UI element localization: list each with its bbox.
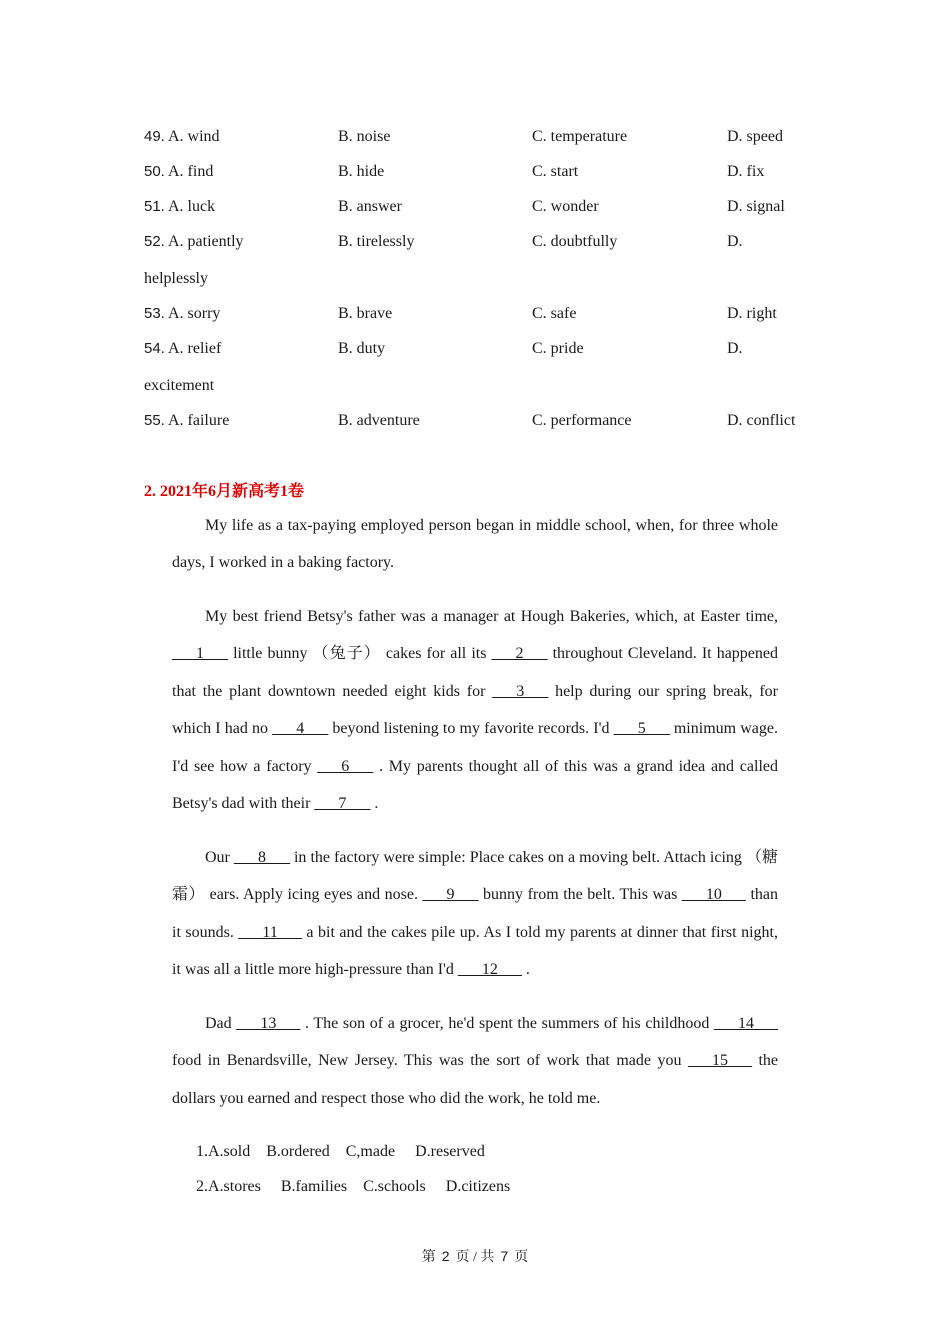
question-number: 55. bbox=[144, 412, 165, 429]
blank-15: ___15___ bbox=[687, 1052, 752, 1070]
passage-paragraph-4: Dad ___13___ . The son of a grocer, he'd spent the summers of his childhood ___14___ food in Benardsville, New Jersey. This was the sort of work that made you ___15___ the dollars you earned and respect those who did the work, he told me. bbox=[172, 1015, 779, 1107]
option-c: C. doubtfully bbox=[532, 233, 618, 250]
blank-2: ___2___ bbox=[491, 645, 548, 663]
option-d: D. signal bbox=[727, 198, 785, 215]
option-d-continuation: helplessly bbox=[144, 270, 208, 287]
question-number: 50. bbox=[144, 163, 165, 180]
option-b: B. duty bbox=[338, 340, 386, 357]
passage-paragraph-3: Our ___8___ in the factory were simple: Place cakes on a moving belt. Attach icing （糖霜） ears. Apply icing eyes and nose. ___9___ bunny from the belt. This was ___10___ than it sounds. ___11___ a bit and the cakes pile up. As I told my parents at dinner that first night, it was all a little more high-pressure than I'd ___12___ . bbox=[172, 849, 778, 979]
question-number: 51. bbox=[144, 198, 165, 215]
option-b: B. adventure bbox=[338, 412, 420, 429]
option-b: B. hide bbox=[338, 163, 385, 180]
option-row-51 bbox=[0, 195, 950, 219]
blank-5: ___5___ bbox=[613, 720, 670, 738]
blank-8: ___8___ bbox=[233, 849, 290, 866]
blank-13: ___13___ bbox=[236, 1015, 301, 1032]
blank-12: ___12___ bbox=[457, 961, 522, 979]
blank-7: ___7___ bbox=[314, 795, 371, 813]
total-pages: 7 bbox=[500, 1248, 509, 1264]
option-a: 53. A. sorry bbox=[144, 305, 221, 322]
blank-10: ___10___ bbox=[681, 886, 746, 904]
option-d: D. right bbox=[727, 305, 777, 322]
question-number: 49. bbox=[144, 128, 165, 145]
option-row-55 bbox=[0, 409, 950, 433]
option-a: 54. A. relief bbox=[144, 340, 222, 357]
blank-3: ___3___ bbox=[492, 682, 549, 700]
passage-paragraph-2: My best friend Betsy's father was a manager at Hough Bakeries, which, at Easter time, ___1___ little bunny （兔子） cakes for all its ___2___ throughout Cleveland. It happened that the plant downtown needed eight kids for ___3___ help during our spring break, for which I had no ___4___ beyond listening to my favorite records. I'd ___5___ minimum wage. I'd see how a factory ___6___ . My parents thought all of this was a grand idea and called Betsy's dad with their ___7___ . bbox=[172, 608, 779, 813]
page-number: 2 bbox=[441, 1248, 450, 1264]
choice-line-1: 1.A.sold B.ordered C,made D.reserved bbox=[196, 1143, 485, 1160]
option-b: B. answer bbox=[338, 198, 402, 215]
option-d: D. fix bbox=[727, 163, 765, 180]
option-b: B. noise bbox=[338, 128, 391, 145]
blank-11: ___11___ bbox=[238, 923, 302, 941]
option-a: 51. A. luck bbox=[144, 198, 216, 215]
question-number: 53. bbox=[144, 305, 165, 322]
option-a: 52. A. patiently bbox=[144, 233, 244, 250]
option-a: 50. A. find bbox=[144, 163, 214, 180]
option-d: D. bbox=[727, 340, 743, 357]
option-c: C. start bbox=[532, 163, 579, 180]
option-c: C. temperature bbox=[532, 128, 628, 145]
blank-14: ___14___ bbox=[714, 1015, 779, 1032]
passage-paragraph-1: My life as a tax-paying employed person began in middle school, when, for three whole days, I worked in a baking factory. bbox=[172, 517, 778, 572]
choice-line-2: 2.A.stores B.families C.schools D.citizens bbox=[196, 1178, 511, 1195]
option-row-52 bbox=[0, 230, 950, 254]
option-c: C. wonder bbox=[532, 198, 599, 215]
blank-1: ___1___ bbox=[172, 645, 228, 663]
option-b: B. brave bbox=[338, 305, 393, 322]
option-row-50 bbox=[0, 160, 950, 184]
question-number: 54. bbox=[144, 340, 165, 357]
option-d: D. bbox=[727, 233, 743, 250]
option-row-49 bbox=[0, 125, 950, 149]
option-c: C. pride bbox=[532, 340, 584, 357]
blank-9: ___9___ bbox=[422, 886, 479, 904]
option-a: 49. A. wind bbox=[144, 128, 220, 145]
page-footer: 第 2 页 / 共 7 页 bbox=[421, 1248, 529, 1265]
option-c: C. performance bbox=[532, 412, 632, 429]
question-number: 52. bbox=[144, 233, 165, 250]
option-d: D. speed bbox=[727, 128, 783, 145]
blank-4: ___4___ bbox=[272, 720, 329, 738]
section-title: 2. 2021年6月新高考1卷 bbox=[144, 483, 305, 500]
option-b: B. tirelessly bbox=[338, 233, 415, 250]
option-c: C. safe bbox=[532, 305, 577, 322]
option-d-continuation: excitement bbox=[144, 377, 215, 394]
option-d: D. conflict bbox=[727, 412, 796, 429]
option-row-54 bbox=[0, 337, 950, 361]
option-a: 55. A. failure bbox=[144, 412, 230, 429]
option-row-53 bbox=[0, 302, 950, 326]
blank-6: ___6___ bbox=[317, 757, 374, 775]
